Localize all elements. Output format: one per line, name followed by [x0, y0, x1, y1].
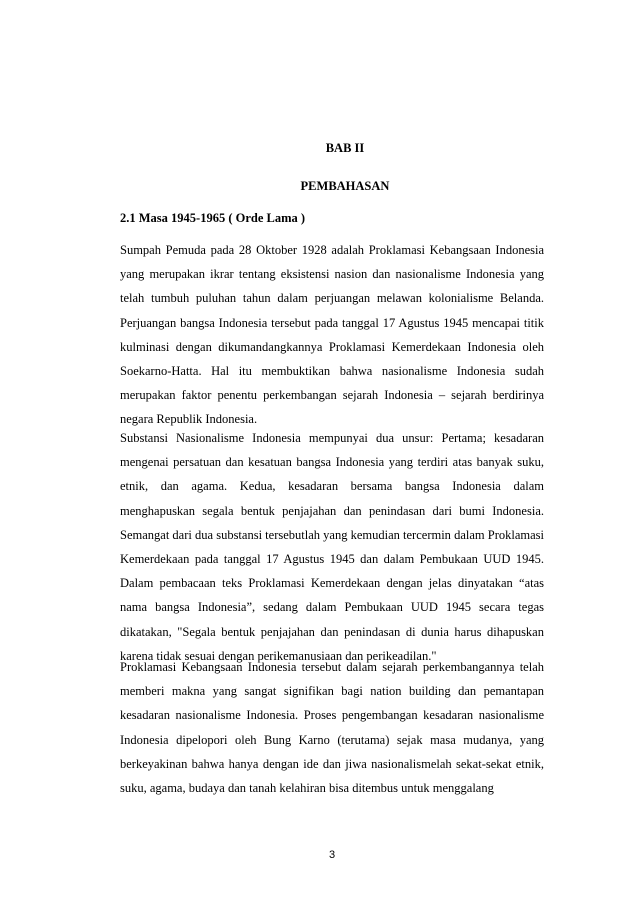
chapter-title: PEMBAHASAN: [300, 179, 390, 193]
body-paragraph: Proklamasi Kebangsaan Indonesia tersebut dalam sejarah perkembangannya telah memberi makna yang sangat signifikan bagi nation building dan pemantapan kesadaran nasionalisme Indonesia. Proses pengembangan kesadaran nasionalisme Indonesia dipelopori oleh Bung Karno (terutama) sejak masa mudanya, yang berkeyakinan bahwa hanya dengan ide dan jiwa nasionalismelah sekat-sekat etnik, suku, agama, budaya dan tanah kelahiran bisa ditembus untuk menggalang: [120, 660, 544, 796]
body-paragraph: Sumpah Pemuda pada 28 Oktober 1928 adalah Proklamasi Kebangsaan Indonesia yang merupakan ikrar tentang eksistensi nasion dan nasionalisme Indonesia yang telah tumbuh puluhan tahun dalam perjuangan melawan kolonialisme Belanda. Perjuangan bangsa Indonesia tersebut pada tanggal 17 Agustus 1945 mencapai titik kulminasi dengan dikumandangkannya Proklamasi Kemerdekaan Indonesia oleh Soekarno-Hatta. Hal itu membuktikan bahwa nasionalisme Indonesia sudah merupakan faktor penentu perkembangan sejarah Indonesia – sejarah berdirinya negara Republik Indonesia.: [120, 243, 544, 427]
page-number: 3: [328, 849, 336, 861]
chapter-heading: BAB II: [325, 141, 365, 155]
section-heading: 2.1 Masa 1945-1965 ( Orde Lama ): [120, 211, 306, 225]
body-paragraph: Substansi Nasionalisme Indonesia mempunyai dua unsur: Pertama; kesadaran mengenai persatuan dan kesatuan bangsa Indonesia yang terdiri atas banyak suku, etnik, dan agama. Kedua, kesadaran bersama bangsa Indonesia dalam menghapuskan segala bentuk penjajahan dan penindasan dari bumi Indonesia. Semangat dari dua substansi tersebutlah yang kemudian tercermin dalam Proklamasi Kemerdekaan pada tanggal 17 Agustus 1945 dan dalam Pembukaan UUD 1945. Dalam pembacaan teks Proklamasi Kemerdekaan dengan jelas dinyatakan “atas nama bangsa Indonesia”, sedang dalam Pembukaan UUD 1945 secara tegas dikatakan, "Segala bentuk penjajahan dan penindasan di dunia harus dihapuskan karena tidak sesuai dengan perikemanusiaan dan perikeadilan.": [120, 431, 544, 663]
